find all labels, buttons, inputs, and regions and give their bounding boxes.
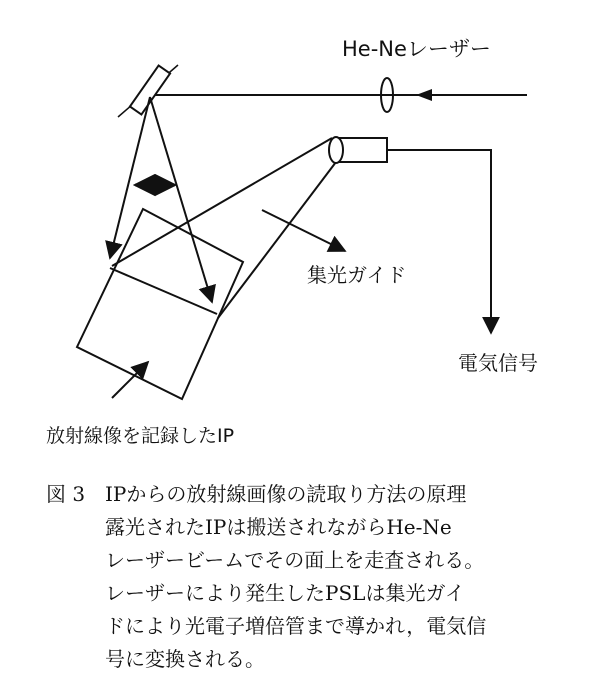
photomultiplier-window — [329, 137, 343, 163]
caption-body — [46, 511, 586, 676]
light-guide-edge-lower — [218, 162, 336, 318]
light-guide-label: 集光ガイド — [307, 263, 407, 287]
caption-title: IPからの放射線画像の読取り方法の原理 — [105, 482, 467, 506]
caption-body-line: レーザービームでその面上を走査される。 — [105, 548, 485, 572]
light-guide-edge-upper — [112, 138, 332, 266]
recorded-ip-label: 放射線像を記録したIP — [46, 425, 235, 447]
electric-signal-label: 電気信号 — [458, 351, 538, 375]
caption-body-line: ドにより光電子増倍管まで導かれ，電気信 — [105, 614, 487, 638]
scan-beam-right — [150, 97, 212, 302]
signal-line — [387, 150, 491, 333]
caption-body-line: レーザーにより発生したPSLは集光ガイ — [105, 581, 465, 605]
caption-title-line — [46, 478, 586, 511]
caption-body-line: 号に変換される。 — [105, 647, 265, 671]
laser-direction-arrow — [416, 89, 432, 101]
laser-label: He-Neレーザー — [342, 37, 491, 61]
scan-beam-left — [110, 97, 150, 258]
mirror — [130, 66, 170, 115]
figure-caption — [46, 478, 586, 676]
figure-number: 図 3 — [46, 482, 86, 506]
caption-body-line: 露光されたIPは搬送されながらHe-Ne — [105, 515, 452, 539]
scan-line — [110, 268, 217, 314]
